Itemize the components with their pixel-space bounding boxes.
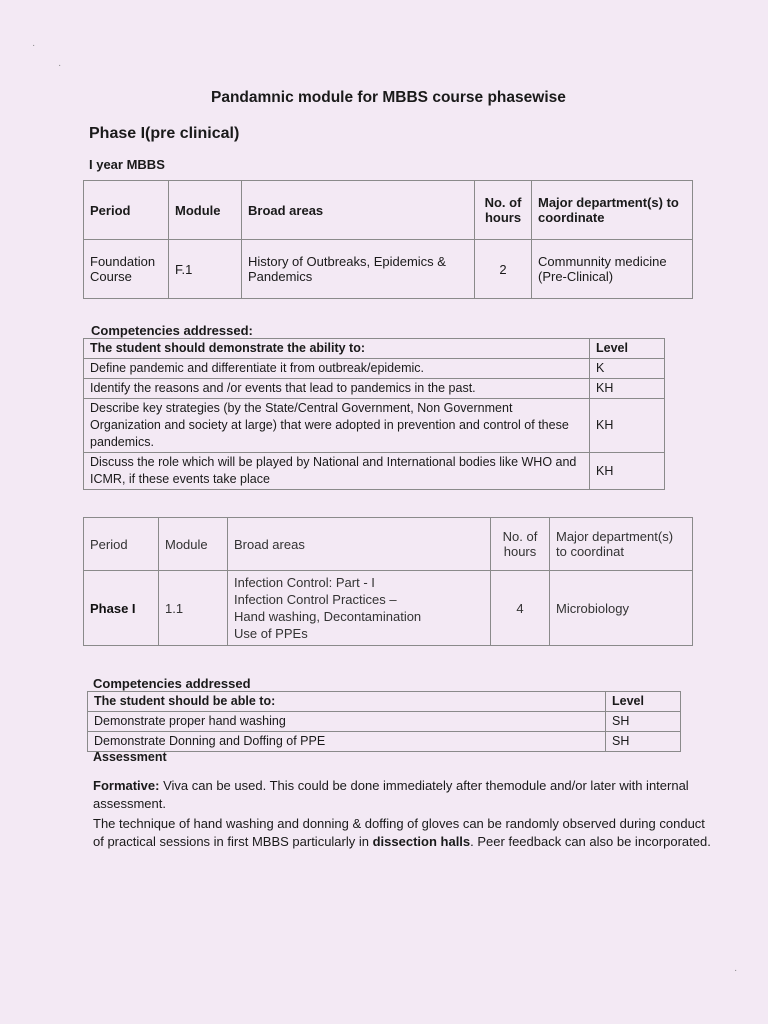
table-row <box>84 359 665 379</box>
table-row <box>84 379 665 399</box>
competency-text: Define pandemic and differentiate it from outbreak/epidemic. <box>84 359 590 379</box>
table-row <box>84 453 665 490</box>
dissection-halls-text: dissection halls <box>372 834 471 849</box>
competency-header: The student should demonstrate the ability to: <box>84 339 590 359</box>
competencies-title: Competencies addressed: <box>91 323 253 338</box>
formative-label: Formative: <box>93 778 160 793</box>
phase-heading: Phase I(pre clinical) <box>89 125 240 142</box>
header-period: Period <box>84 181 169 240</box>
competencies-table-2 <box>87 691 681 752</box>
competency-level: SH <box>606 732 681 752</box>
header-broad-areas: Broad areas <box>228 518 491 571</box>
technique-text-end: . Peer feedback can also be incorporated. <box>470 834 711 849</box>
competency-text: Discuss the role which will be played by National and International bodies like WHO and ICMR, if these events take place <box>84 453 590 490</box>
scan-speck: · <box>58 60 62 71</box>
cell-module: 1.1 <box>159 571 228 646</box>
cell-department: Communnity medicine (Pre-Clinical) <box>532 240 693 299</box>
competency-text: Describe key strategies (by the State/Central Government, Non Government Organization and society at large) that were adopted in prevention and control of these pandemics. <box>84 399 590 453</box>
formative-paragraph <box>93 777 713 813</box>
cell-broad-areas <box>228 571 491 646</box>
cell-department: Microbiology <box>550 571 693 646</box>
assessment-heading: Assessment <box>93 750 167 764</box>
broad-area-line: Infection Control Practices – <box>234 592 397 607</box>
table-row <box>84 240 693 299</box>
table-header-row <box>88 692 681 712</box>
header-department: Major department(s) to coordinat <box>550 518 693 571</box>
cell-module: F.1 <box>169 240 242 299</box>
cell-hours: 2 <box>475 240 532 299</box>
document-title: Pandamnic module for MBBS course phasewise <box>211 89 566 106</box>
module-table-foundation <box>83 180 693 299</box>
cell-period: Phase I <box>84 571 159 646</box>
header-department: Major department(s) to coordinate <box>532 181 693 240</box>
table-row <box>88 712 681 732</box>
formative-text: Viva can be used. This could be done immediately after themodule and/or later with internal assessment. <box>93 778 689 811</box>
header-period: Period <box>84 518 159 571</box>
competency-text: Identify the reasons and /or events that lead to pandemics in the past. <box>84 379 590 399</box>
header-module: Module <box>169 181 242 240</box>
table-header-row <box>84 518 693 571</box>
header-broad-areas: Broad areas <box>242 181 475 240</box>
module-table-phase-1 <box>83 517 693 646</box>
table-row <box>84 399 665 453</box>
competency-level: KH <box>590 453 665 490</box>
technique-paragraph <box>93 815 713 851</box>
cell-period: Foundation Course <box>84 240 169 299</box>
header-module: Module <box>159 518 228 571</box>
table-header-row <box>84 339 665 359</box>
competency-level: KH <box>590 379 665 399</box>
cell-broad-areas: History of Outbreaks, Epidemics & Pandemics <box>242 240 475 299</box>
broad-area-line: Infection Control: Part - I <box>234 575 375 590</box>
table-header-row <box>84 181 693 240</box>
level-header: Level <box>590 339 665 359</box>
scan-speck: · <box>734 965 738 976</box>
year-heading: I year MBBS <box>89 157 165 172</box>
competency-level: K <box>590 359 665 379</box>
technique-text: The technique of hand washing and donning & doffing of gloves can be randomly observed during conduct of practical sessions in first MBBS particularly in <box>93 816 705 849</box>
competency-level: KH <box>590 399 665 453</box>
broad-area-line: Hand washing, Decontamination <box>234 609 422 624</box>
competency-level: SH <box>606 712 681 732</box>
competency-text: Demonstrate proper hand washing <box>88 712 606 732</box>
table-row <box>88 732 681 752</box>
header-hours: No. of hours <box>475 181 532 240</box>
competencies-table <box>83 338 665 490</box>
competency-text: Demonstrate Donning and Doffing of PPE <box>88 732 606 752</box>
level-header: Level <box>606 692 681 712</box>
competencies-title-2: Competencies addressed <box>93 676 251 691</box>
broad-area-line: Use of PPEs <box>234 626 308 641</box>
cell-hours: 4 <box>491 571 550 646</box>
header-hours: No. of hours <box>491 518 550 571</box>
competency-header: The student should be able to: <box>88 692 606 712</box>
table-row <box>84 571 693 646</box>
scan-speck: · <box>32 40 36 51</box>
